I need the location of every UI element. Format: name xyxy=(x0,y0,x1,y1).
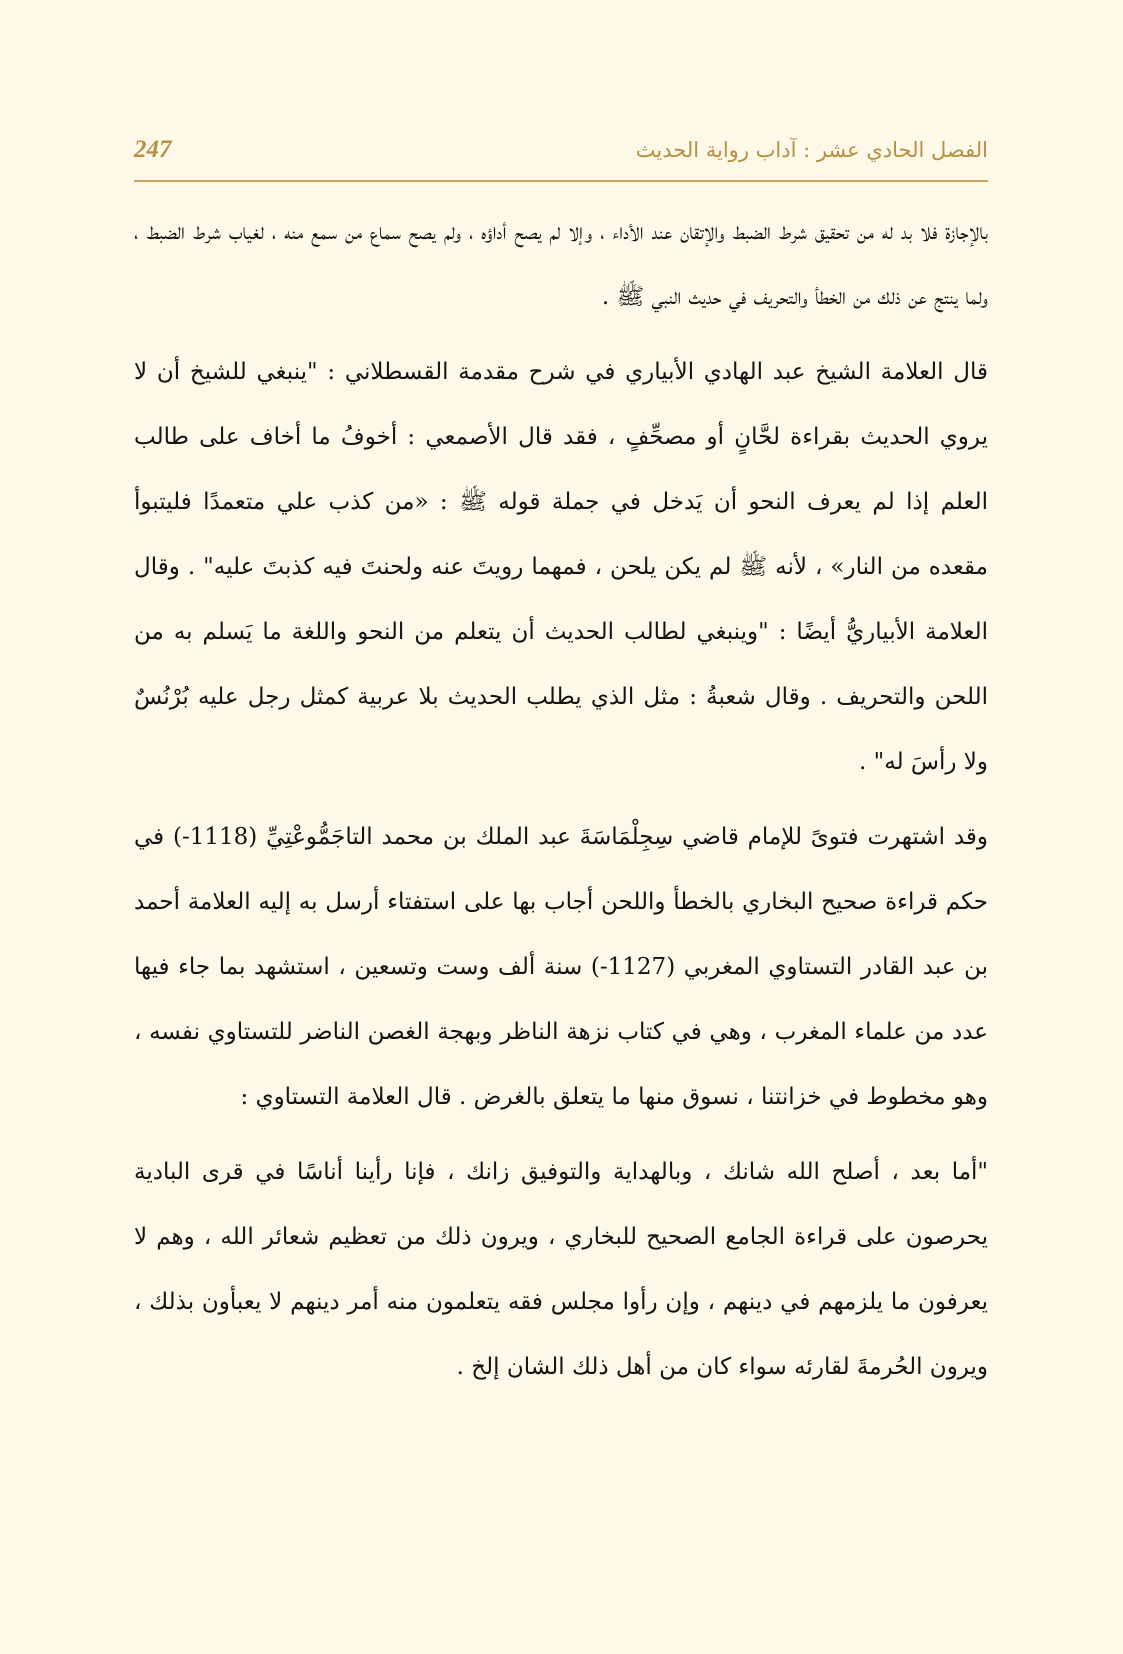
page-header xyxy=(134,132,988,178)
paragraph-3: وقد اشتهرت فتوىً للإمام قاضي سِجِلْمَاسَةَ عبد الملك بن محمد التاجَمُّوعْتِيِّ (1118-) في حكم قراءة صحيح البخاري بالخطأ واللحن أجاب بها على استفتاء أرسل به إليه العلامة أحمد بن عبد القادر التستاوي المغربي (1127-) سنة ألف وست وتسعين ، استشهد بما جاء فيها عدد من علماء المغرب ، وهي في كتاب نزهة الناظر وبهجة الغصن الناضر للتستاوي نفسه ، وهو مخطوط في خزانتنا ، نسوق منها ما يتعلق بالغرض . قال العلامة التستاوي : xyxy=(134,824,988,1110)
header-divider xyxy=(134,180,988,182)
book-page xyxy=(134,132,988,1380)
paragraph-1: بالإجازة فلا بد له من تحقيق شرط الضبط والإتقان عند الأداء ، وإلا لم يصح أداؤه ، ولم يصح سماع من سمع منه ، لغياب شرط الضبط ، ولما ينتج عن ذلك من الخطأ والتحريف في حديث النبي ﷺ . xyxy=(134,219,988,310)
chapter-title: الفصل الحادي عشر : آداب رواية الحديث xyxy=(635,138,988,162)
paragraph-2: قال العلامة الشيخ عبد الهادي الأبياري في شرح مقدمة القسطلاني : "ينبغي للشيخ أن لا يروي الحديث بقراءة لحَّانٍ أو مصحِّفٍ ، فقد قال الأصمعي : أخوفُ ما أخاف على طالب العلم إذا لم يعرف النحو أن يَدخل في جملة قوله ﷺ : «من كذب علي متعمدًا فليتبوأ مقعده من النار» ، لأنه ﷺ لم يكن يلحن ، فمهما رويتَ عنه ولحنتَ فيه كذبتَ عليه" . وقال العلامة الأبياريُّ أيضًا : "وينبغي لطالب الحديث أن يتعلم من النحو واللغة ما يَسلم به من اللحن والتحريف . وقال شعبةُ : مثل الذي يطلب الحديث بلا عربية كمثل رجل عليه بُرْنُسٌ ولا رأسَ له" . xyxy=(134,359,988,775)
page-body xyxy=(134,200,988,1400)
paragraph-4: "أما بعد ، أصلح الله شانك ، وبالهداية والتوفيق زانك ، فإنا رأينا أناسًا في قرى البادية يحرصون على قراءة الجامع الصحيح للبخاري ، ويرون ذلك من تعظيم شعائر الله ، وهم لا يعرفون ما يلزمهم في دينهم ، وإن رأوا مجلس فقه يتعلمون منه أمر دينهم لا يعبأون بذلك ، ويرون الحُرمةَ لقارئه سواء كان من أهل ذلك الشان إلخ . xyxy=(134,1159,988,1380)
page-number: 247 xyxy=(134,136,172,163)
